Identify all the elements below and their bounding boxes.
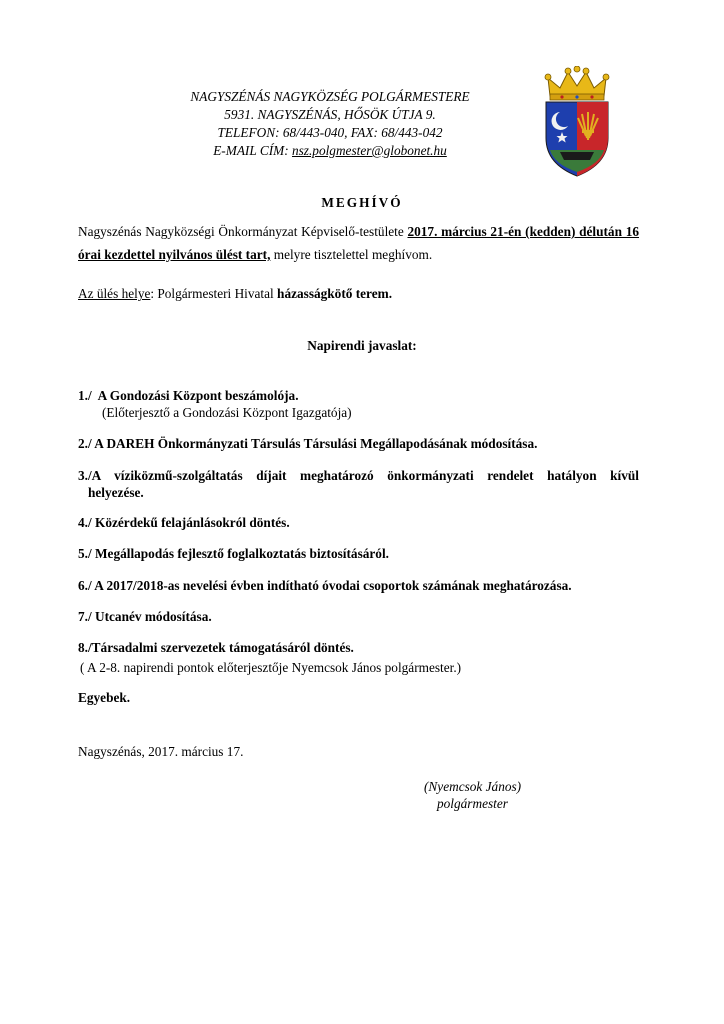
agenda-item-text: Közérdekű felajánlásokról döntés. xyxy=(91,515,290,530)
intro-closing: melyre tisztelettel meghívom. xyxy=(270,247,433,262)
agenda-item-number: 2./ xyxy=(78,436,92,451)
agenda-item xyxy=(78,546,639,562)
agenda-item-text: A DAREH Önkormányzati Társulás Társulási Megállapodásának módosítása. xyxy=(91,436,538,451)
agenda-item-text-cont: helyezése. xyxy=(88,485,144,500)
signatory-name: (Nyemcsok János) xyxy=(424,779,522,794)
agenda-item xyxy=(78,640,639,656)
agenda-item-text: Utcanév módosítása. xyxy=(91,609,212,624)
presenter-note: ( A 2-8. napirendi pontok előterjesztője Nyemcsok János polgármester.) xyxy=(80,660,462,675)
crown-icon xyxy=(545,66,609,100)
letterhead-line-email xyxy=(120,142,540,160)
agenda-item-text: Társadalmi szervezetek támogatásáról döntés. xyxy=(91,640,354,655)
venue-text: : Polgármesteri Hivatal xyxy=(150,286,278,301)
agenda-item-number: 6./ xyxy=(78,578,92,593)
venue-line xyxy=(78,286,639,302)
agenda-title: Napirendi javaslat: xyxy=(307,338,417,353)
other-items: Egyebek. xyxy=(78,690,131,705)
agenda-item-text: Megállapodás fejlesztő foglalkoztatás biztosításáról. xyxy=(91,546,389,561)
letterhead-line-office: NAGYSZÉNÁS NAGYKÖZSÉG POLGÁRMESTERE xyxy=(190,89,470,104)
meeting-datetime: 2017. március 21-én (kedden) délután 16 órai kezdettel nyilvános ülést tart, xyxy=(78,224,639,262)
agenda-item-number: 3./ xyxy=(78,468,92,483)
agenda-item-number: 1./ xyxy=(78,388,92,403)
venue-room: házasságkötő terem. xyxy=(277,286,393,301)
signatory-role: polgármester xyxy=(437,796,508,811)
agenda-item-text: A 2017/2018-as nevelési évben indítható óvodai csoportok számának meghatározása. xyxy=(91,578,572,593)
agenda-item xyxy=(78,467,639,501)
intro-text: Nagyszénás Nagyközségi Önkormányzat Képviselő-testülete xyxy=(78,224,408,239)
letterhead-line-address: 5931. NAGYSZÉNÁS, HŐSÖK ÚTJA 9. xyxy=(224,107,436,122)
agenda-item xyxy=(78,388,639,404)
agenda-item xyxy=(78,578,639,594)
agenda-item-number: 8./ xyxy=(78,640,92,655)
agenda-item-number: 5./ xyxy=(78,546,92,561)
letterhead-line-phone: TELEFON: 68/443-040, FAX: 68/443-042 xyxy=(217,125,443,140)
agenda-item-number: 4./ xyxy=(78,515,92,530)
signature-block xyxy=(424,778,521,812)
invitation-text xyxy=(78,220,639,266)
email-link[interactable]: nsz.polgmester@globonet.hu xyxy=(291,143,447,158)
agenda-item-number: 7./ xyxy=(78,609,92,624)
agenda-item xyxy=(78,609,639,625)
document-title: MEGHÍVÓ xyxy=(321,195,403,210)
agenda-item xyxy=(78,436,639,452)
place-and-date: Nagyszénás, 2017. március 17. xyxy=(78,744,244,759)
email-label: E-MAIL CÍM: xyxy=(213,143,292,158)
agenda-item-presenter: (Előterjesztő a Gondozási Központ Igazgatója) xyxy=(102,405,352,420)
letterhead xyxy=(120,88,540,160)
coat-of-arms-icon xyxy=(540,66,614,178)
agenda-item xyxy=(78,515,639,531)
agenda-item-text: A víziközmű-szolgáltatás díjait meghatározó önkormányzati rendelet hatályon kívül xyxy=(91,468,639,483)
agenda-item-text: A Gondozási Központ beszámolója. xyxy=(91,388,299,403)
venue-label: Az ülés helye xyxy=(78,286,151,301)
